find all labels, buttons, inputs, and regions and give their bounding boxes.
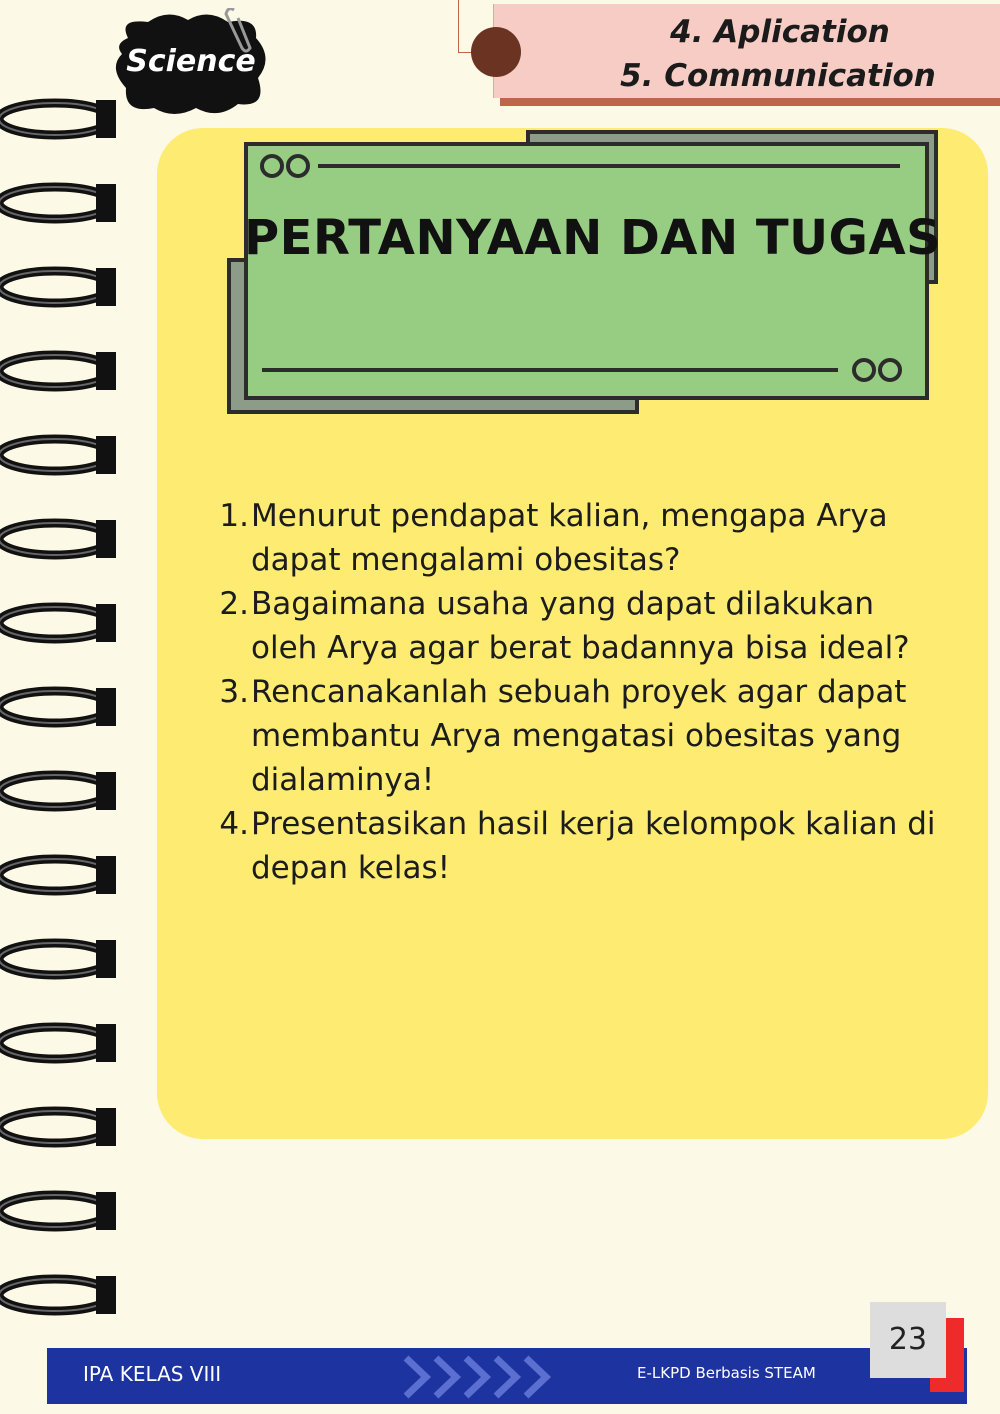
science-label: Science xyxy=(126,44,256,79)
page-title: PERTANYAAN DAN TUGAS xyxy=(244,210,942,266)
spiral-ring xyxy=(0,88,118,150)
question-text: Rencanakanlah sebuah proyek agar dapat membantu Arya mengatasi obesitas yang dialaminya! xyxy=(251,674,907,798)
spiral-ring xyxy=(0,424,118,486)
spiral-ring xyxy=(0,1012,118,1074)
question-text: Bagaimana usaha yang dapat dilakukan oleh Arya agar berat badannya bisa ideal? xyxy=(251,586,910,666)
question-number: 1. xyxy=(219,498,249,534)
spiral-ring xyxy=(0,508,118,570)
list-item xyxy=(215,494,945,582)
page-number: 23 xyxy=(888,1322,928,1357)
question-list xyxy=(215,494,945,890)
spiral-ring xyxy=(0,340,118,402)
spiral-ring xyxy=(0,592,118,654)
question-number: 4. xyxy=(219,806,249,842)
spiral-ring xyxy=(0,172,118,234)
question-number: 3. xyxy=(219,674,249,710)
spiral-ring xyxy=(0,1096,118,1158)
question-text: Menurut pendapat kalian, mengapa Arya dapat mengalami obesitas? xyxy=(251,498,888,578)
spiral-ring xyxy=(0,256,118,318)
panel-decor xyxy=(256,152,916,392)
spiral-ring xyxy=(0,676,118,738)
banner-dot xyxy=(471,27,521,77)
banner-line-1: 4. Aplication xyxy=(670,14,890,50)
spiral-ring xyxy=(0,844,118,906)
list-item xyxy=(215,802,945,890)
spiral-ring xyxy=(0,1180,118,1242)
spiral-ring xyxy=(0,760,118,822)
banner-line-2: 5. Communication xyxy=(620,58,936,94)
question-number: 2. xyxy=(219,586,249,622)
spiral-ring xyxy=(0,1264,118,1326)
list-item xyxy=(215,670,945,802)
list-item xyxy=(215,582,945,670)
footer-class-label: IPA KELAS VIII xyxy=(83,1362,222,1386)
footer-subtitle: E-LKPD Berbasis STEAM xyxy=(637,1364,816,1382)
chevrons-icon xyxy=(400,1352,560,1402)
spiral-ring xyxy=(0,928,118,990)
banner-shadow xyxy=(500,98,1000,106)
question-text: Presentasikan hasil kerja kelompok kalian di depan kelas! xyxy=(251,806,936,886)
